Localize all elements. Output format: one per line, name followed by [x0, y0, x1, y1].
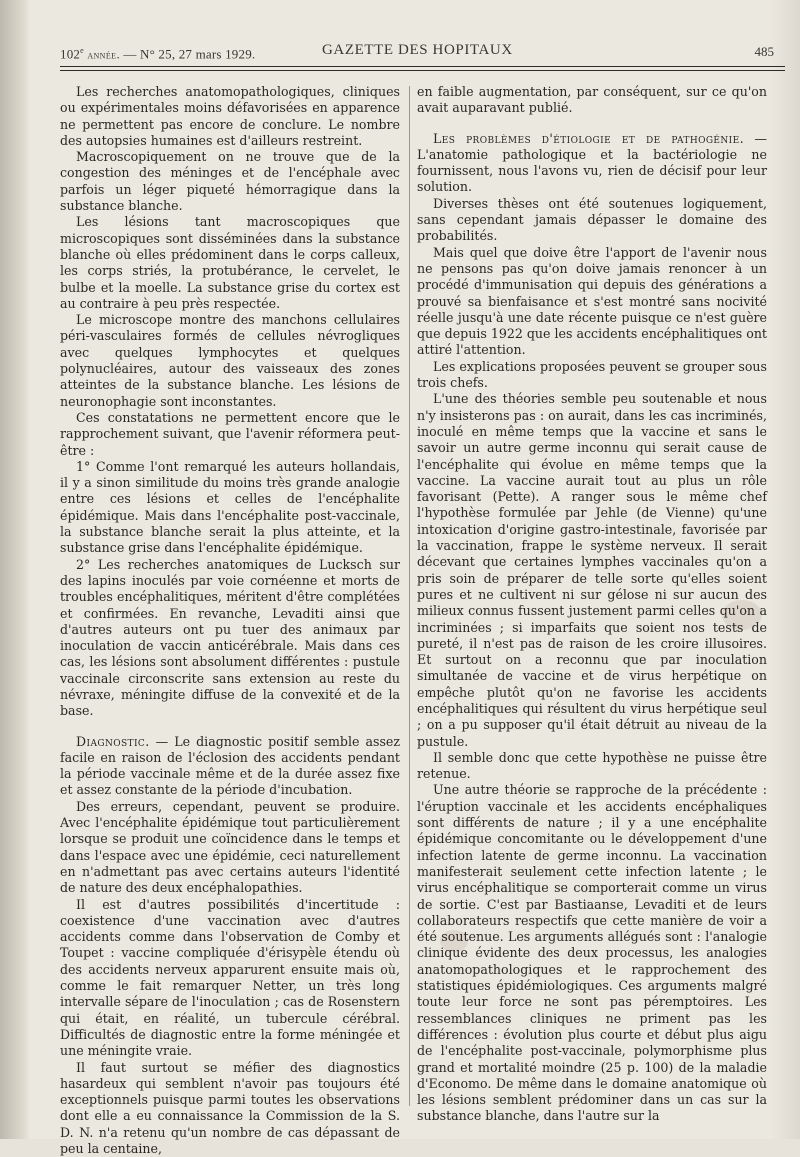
header-rule [60, 70, 785, 71]
paragraph: Macroscopiquement on ne trouve que de la congestion des méninges et de l'encéphale avec parfois un léger piqueté hémorragique dans la substance blanche. [60, 149, 400, 214]
paragraph: en faible augmentation, par conséquent, sur ce qu'on avait auparavant publié. [417, 84, 767, 116]
section-text: — Le diagnostic positif semble assez facile en raison de l'éclosion des accidents pendant la période vaccinale même et de la durée assez fixe et assez constante de la période d'incubation. [60, 733, 400, 798]
paragraph: Diverses thèses ont été soutenues logiquement, sans cependant jamais dépasser le domaine des probabilités. [417, 195, 767, 244]
issue-info: 102e année. — N° 25, 27 mars 1929. [60, 46, 256, 62]
journal-title: GAZETTE DES HOPITAUX [322, 42, 513, 58]
paragraph: 1° Comme l'ont remarqué les auteurs hollandais, il y a sinon similitude du moins très grande analogie entre ces lésions et celles de l'encéphalite épidémique. Mais dans l'encéphalite post-vaccinale, la substance blanche serait la plus atteinte, et la substance grise dans l'encéphalite épidémique. [60, 458, 400, 556]
column-divider [409, 86, 410, 1106]
paragraph: Il est d'autres possibilités d'incertitude : coexistence d'une vaccination avec d'autres accidents comme dans l'observation de Comby et Toupet : vaccine compliquée d'érisypèle étendu où des accidents nerveux apparurent ensuite mais où, comme le fait remarquer Netter, un très long intervalle sépare de l'inoculation ; cas de Rosenstern qui était, en réalité, un tubercule cérébral. Difficultés de diagnostic entre la forme méningée et une méningite vraie. [60, 896, 400, 1059]
section-heading: Les problèmes d'étiologie et de pathogénie. [433, 130, 745, 146]
right-column [417, 84, 767, 1125]
paragraph: Il faut surtout se méfier des diagnostics hasardeux qui semblent n'avoir pas toujours été exceptionnels puisque parmi toutes les observations dont elle a eu connaissance la Commission de la S. D. N. n'a retenu qu'un nombre de cas dépassant de peu la centaine, [60, 1059, 400, 1156]
diagnostic-section [60, 734, 400, 799]
running-header [60, 40, 784, 62]
page-binding-edge [0, 0, 30, 1139]
paragraph: Les explications proposées peuvent se grouper sous trois chefs. [417, 358, 767, 391]
left-column [60, 84, 400, 1157]
header-rule [60, 66, 785, 67]
etiology-section [417, 131, 767, 196]
paragraph: Ces constatations ne permettent encore que le rapprochement suivant, que l'avenir réformera peut-être : [60, 409, 400, 458]
paragraph: Une autre théorie se rapproche de la précédente : l'éruption vaccinale et les accidents encéphaliques sont différents de nature ; il y a une encéphalite épidémique concomitante ou le développement d'une infection latente de germe inconnu. La vaccination manifesterait seulement cette infection latente ; le virus encéphalitique se comporterait comme un virus de sortie. C'est par Bastiaanse, Levaditi et de leurs collaborateurs respectifs que cette manière de voir a été soutenue. Les arguments allégués sont : l'analogie clinique évidente des deux processus, les analogies anatomopathologiques et le rapprochement des statistiques épidémiologiques. Ces arguments malgré toute leur force ne sont pas péremptoires. Les ressemblances cliniques ne priment pas les différences : évolution plus courte et début plus aigu de l'encéphalite post-vaccinale, polymorphisme plus grand et mortalité moindre (25 p. 100) de la maladie d'Economo. De même dans le domaine anatomique où les lésions semblent prédominer dans un cas sur la substance blanche, dans l'autre sur la [417, 782, 767, 1124]
paragraph: L'une des théories semble peu soutenable et nous n'y insisterons pas : on aurait, dans les cas incriminés, inoculé en même temps que la vaccine et sans le savoir un autre germe inconnu qui serait cause de l'encéphalite qui évolue en même temps que la vaccine. La vaccine aurait tout au plus un rôle favorisant (Pette). A ranger sous le même chef l'hypothèse formulée par Jehle (de Vienne) qu'une intoxication d'origine gastro-intestinale, favorisée par la vaccination, frappe le système nerveux. Il serait décevant que certaines lymphes vaccinales qu'on a pris soin de préparer de telle sorte qu'elles soient pures et ne cultivent ni sur gélose ni sur aucun des milieux connus fussent justement parmi celles qu'on a incriminées ; si imparfaits que soient nos tests de pureté, il n'est pas de raison de les croire illusoires. Et surtout on a reconnu que par inoculation simultanée de vaccine et de virus herpétique on empêche plutôt qu'on ne favorise les accidents encéphalitiques qui résultent du virus herpétique seul ; on a pu supposer qu'il était détruit au niveau de la pustule. [417, 391, 767, 749]
paragraph: Les recherches anatomopathologiques, cliniques ou expérimentales moins défavorisées en apparence ne permettent pas encore de conclure. Le nombre des autopsies humaines est d'ailleurs restreint. [60, 84, 400, 148]
paragraph: Des erreurs, cependant, peuvent se produire. Avec l'encéphalite épidémique tout particulièrement lorsque se produit une coïncidence dans le temps et dans l'espace avec une épidémie, ceci naturellement en n'admettant pas avec certains auteurs l'identité de nature des deux encéphalopathies. [60, 798, 400, 896]
paragraph: Mais quel que doive être l'apport de l'avenir nous ne pensons pas qu'on doive jamais renoncer à un procédé d'immunisation qui depuis des générations a prouvé sa bienfaisance et s'est montré sans nocivité réelle jusqu'à une date récente puisque ce n'est guère que depuis 1922 que les accidents encéphalitiques ont attiré l'attention. [417, 244, 767, 358]
paragraph: 2° Les recherches anatomiques de Lucksch sur des lapins inoculés par voie cornéenne et morts de troubles encéphalitiques, méritent d'être complétées et confirmées. En revanche, Levaditi ainsi que d'autres auteurs ont pu tuer des animaux par inoculation de vaccin anticérébrale. Mais dans ces cas, les lésions sont absolument différentes : pustule vaccinale circonscrite sans extension au reste du névraxe, méningite diffuse de la convexité et de la base. [60, 556, 400, 719]
section-heading: Diagnostic. [76, 733, 150, 749]
section-text: — L'anatomie pathologique et la bactériologie ne fournissent, nous l'avons vu, rien de décisif pour leur solution. [417, 130, 767, 195]
paragraph: Il semble donc que cette hypothèse ne puisse être retenue. [417, 749, 767, 782]
paragraph: Les lésions tant macroscopiques que microscopiques sont disséminées dans la substance blanche où elles prédominent dans le corps calleux, les corps striés, la protubérance, le cervelet, le bulbe et la moelle. La substance grise du cortex est au contraire à peu près respectée. [60, 214, 400, 311]
paragraph: Le microscope montre des manchons cellulaires péri-vasculaires formés de cellules névrogliques avec quelques lymphocytes et quelques polynucléaires, autour des vaisseaux des zones atteintes de la substance blanche. Les lésions de neuronophagie sont inconstantes. [60, 312, 400, 409]
page-number: 485 [754, 44, 774, 59]
